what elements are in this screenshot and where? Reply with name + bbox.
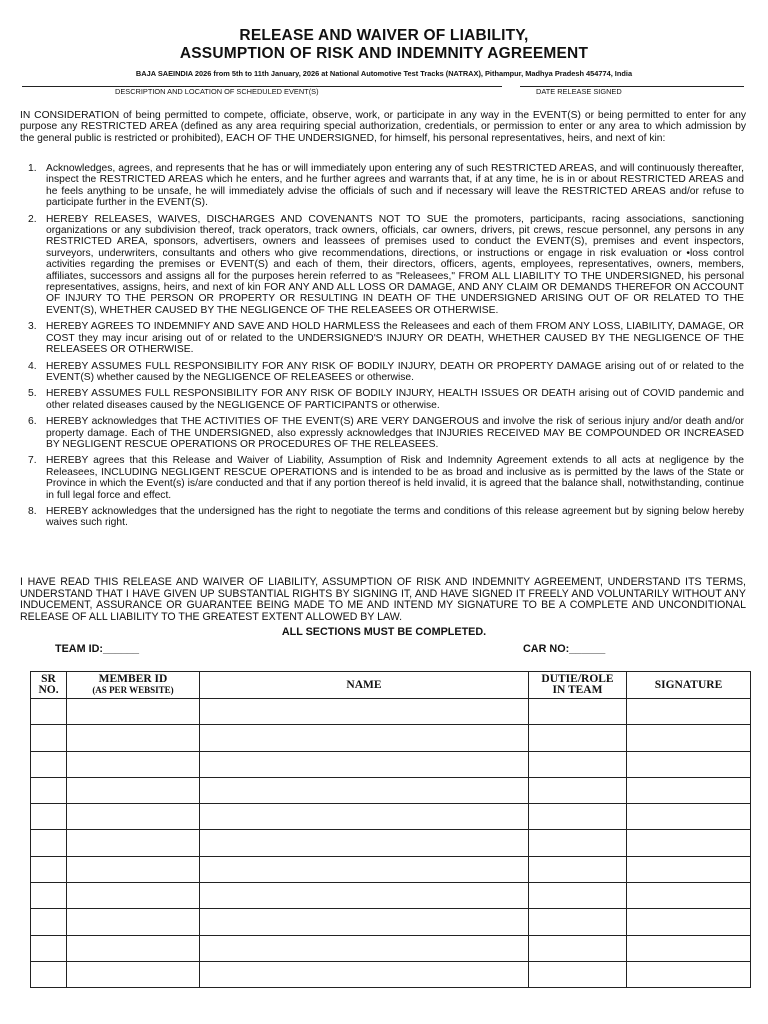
sr-no-cell[interactable] bbox=[31, 883, 67, 909]
clause-text: HEREBY acknowledges that THE ACTIVITIES OF THE EVENT(S) ARE VERY DANGEROUS and involve the risk of serious injury and/or death and/or property damage. Each of THE UNDERSIGNED, also expressly acknowledges that INJURIES RECEIVED MAY BE COMPOUNDED OR INCREASED BY NEGLIGENT RESCUE OPERATIONS OR PROCEDURES OF THE RELEASEES. bbox=[46, 416, 744, 450]
member-id-cell[interactable] bbox=[67, 751, 200, 777]
table-row bbox=[31, 883, 751, 909]
name-cell[interactable] bbox=[200, 725, 529, 751]
event-description-caption: DESCRIPTION AND LOCATION OF SCHEDULED EVENT(S) bbox=[115, 87, 319, 96]
column-header-duty-role: DUTIE/ROLE IN TEAM bbox=[529, 672, 627, 699]
clause-number: 8. bbox=[28, 505, 37, 517]
name-cell[interactable] bbox=[200, 856, 529, 882]
table-row bbox=[31, 961, 751, 987]
table-row bbox=[31, 725, 751, 751]
signature-cell[interactable] bbox=[627, 856, 751, 882]
member-table bbox=[30, 671, 751, 988]
clause-7 bbox=[28, 455, 744, 501]
name-cell[interactable] bbox=[200, 699, 529, 725]
column-header-member-id: MEMBER ID (AS PER WEBSITE) bbox=[67, 672, 200, 699]
duty-role-cell[interactable] bbox=[529, 909, 627, 935]
member-id-cell[interactable] bbox=[67, 909, 200, 935]
member-id-cell[interactable] bbox=[67, 935, 200, 961]
consideration-paragraph: IN CONSIDERATION of being permitted to compete, officiate, observe, work, or participate in any way in the EVENT(S) or being permitted to enter for any purpose any RESTRICTED AREA (defined as any area requiring special authorization, credentials, or permission to enter or any area to which admission by the general public is restricted or prohibited), EACH OF THE UNDERSIGNED, for himself, his personal representatives, heirs, and next of kin: bbox=[20, 110, 746, 144]
clause-1 bbox=[28, 163, 744, 209]
sr-no-cell[interactable] bbox=[31, 830, 67, 856]
column-header-name: NAME bbox=[200, 672, 529, 699]
duty-role-cell[interactable] bbox=[529, 804, 627, 830]
name-cell[interactable] bbox=[200, 751, 529, 777]
signature-cell[interactable] bbox=[627, 909, 751, 935]
member-id-cell[interactable] bbox=[67, 856, 200, 882]
table-row bbox=[31, 751, 751, 777]
table-row bbox=[31, 777, 751, 803]
signature-cell[interactable] bbox=[627, 830, 751, 856]
sr-no-cell[interactable] bbox=[31, 961, 67, 987]
sr-no-cell[interactable] bbox=[31, 935, 67, 961]
clause-text: Acknowledges, agrees, and represents that he has or will immediately upon entering any of such RESTRICTED AREAS, and will continuously thereafter, inspect the RESTRICTED AREAS which he enters, and he further agrees and warrants that, if at any time, he is in or about RESTRICTED AREAS and he feels anything to be unsafe, he will immediately advise the officials of such and if necessary will leave the RESTRICTED AREAS and/or refuse to participate further in the EVENT(S). bbox=[46, 163, 744, 209]
clause-number: 3. bbox=[28, 321, 37, 333]
duty-role-cell[interactable] bbox=[529, 699, 627, 725]
table-row bbox=[31, 699, 751, 725]
duty-role-cell[interactable] bbox=[529, 725, 627, 751]
team-id-field[interactable]: TEAM ID:______ bbox=[55, 643, 140, 655]
name-cell[interactable] bbox=[200, 961, 529, 987]
member-id-cell[interactable] bbox=[67, 804, 200, 830]
sr-no-cell[interactable] bbox=[31, 777, 67, 803]
signature-cell[interactable] bbox=[627, 883, 751, 909]
clause-number: 4. bbox=[28, 360, 37, 372]
signature-cell[interactable] bbox=[627, 935, 751, 961]
clause-8 bbox=[28, 505, 744, 529]
duty-role-cell[interactable] bbox=[529, 830, 627, 856]
name-cell[interactable] bbox=[200, 935, 529, 961]
clause-number: 6. bbox=[28, 416, 37, 428]
duty-role-cell[interactable] bbox=[529, 961, 627, 987]
clause-text: HEREBY ASSUMES FULL RESPONSIBILITY FOR ANY RISK OF BODILY INJURY, DEATH OR PROPERTY DAMAGE arising out of or related to the EVENT(S) whether caused by the NEGLIGENCE OF RELEASEES or otherwise. bbox=[46, 360, 744, 383]
signature-cell[interactable] bbox=[627, 777, 751, 803]
acknowledgement-paragraph: I HAVE READ THIS RELEASE AND WAIVER OF LIABILITY, ASSUMPTION OF RISK AND INDEMNITY AGREEMENT, UNDERSTAND ITS TERMS, UNDERSTAND THAT I HAVE GIVEN UP SUBSTANTIAL RIGHTS BY SIGNING IT, AND HAVE SIGNED IT FREELY AND VOLUNTARILY WITHOUT ANY INDUCEMENT, ASSURANCE OR GUARANTEE BEING MADE TO ME AND INTEND MY SIGNATURE TO BE A COMPLETE AND UNCONDITIONAL RELEASE OF ALL LIABILITY TO THE GREATEST EXTENT ALLOWED BY LAW. bbox=[20, 576, 746, 623]
name-cell[interactable] bbox=[200, 777, 529, 803]
member-id-cell[interactable] bbox=[67, 830, 200, 856]
clause-number: 7. bbox=[28, 455, 37, 467]
table-row bbox=[31, 935, 751, 961]
column-header-signature: SIGNATURE bbox=[627, 672, 751, 699]
table-row bbox=[31, 804, 751, 830]
document-title-line2: ASSUMPTION OF RISK AND INDEMNITY AGREEMENT bbox=[179, 45, 589, 62]
clause-text: HEREBY agrees that this Release and Waiver of Liability, Assumption of Risk and Indemnity Agreement extends to all acts at negligence by the Releasees, INCLUDING NEGLIGENT RESCUE OPERATIONS and is intended to be as broad and inclusive as is permitted by the laws of the State or Province in which the Event(s) is/are conducted and that if any portion thereof is held invalid, it is agreed that the balance shall, notwithstanding, continue in full legal force and effect. bbox=[46, 455, 744, 501]
clause-list bbox=[28, 163, 744, 534]
date-signed-caption: DATE RELEASE SIGNED bbox=[536, 87, 622, 96]
clause-5 bbox=[28, 388, 744, 411]
signature-cell[interactable] bbox=[627, 699, 751, 725]
signature-cell[interactable] bbox=[627, 725, 751, 751]
duty-role-cell[interactable] bbox=[529, 935, 627, 961]
name-cell[interactable] bbox=[200, 909, 529, 935]
clause-6 bbox=[28, 416, 744, 450]
sr-no-cell[interactable] bbox=[31, 804, 67, 830]
clause-text: HEREBY acknowledges that the undersigned has the right to negotiate the terms and conditions of this release agreement but by signing below hereby waives such right. bbox=[46, 505, 744, 529]
document-title-line1: RELEASE AND WAIVER OF LIABILITY, bbox=[239, 27, 529, 44]
name-cell[interactable] bbox=[200, 883, 529, 909]
clause-text: HEREBY AGREES TO INDEMNIFY AND SAVE AND HOLD HARMLESS the Releasees and each of them FROM ANY LOSS, LIABILITY, DAMAGE, OR COST they may incur arising out of or related to the UNDERSIGNED'S INJURY OR DEATH, WHETHER CAUSED BY THE NEGLIGENCE OF THE RELEASEES OR OTHERWISE. bbox=[46, 321, 744, 356]
duty-role-cell[interactable] bbox=[529, 751, 627, 777]
table-header-row bbox=[31, 672, 751, 699]
column-header-sr-no: SR NO. bbox=[31, 672, 67, 699]
event-details: BAJA SAEINDIA 2026 from 5th to 11th January, 2026 at National Automotive Test Tracks (NATRAX), Pithampur, Madhya Pradesh 454774, India bbox=[135, 69, 633, 78]
duty-role-cell[interactable] bbox=[529, 883, 627, 909]
sr-no-cell[interactable] bbox=[31, 699, 67, 725]
sr-no-cell[interactable] bbox=[31, 725, 67, 751]
duty-role-cell[interactable] bbox=[529, 856, 627, 882]
member-id-cell[interactable] bbox=[67, 883, 200, 909]
member-id-cell[interactable] bbox=[67, 699, 200, 725]
car-no-field[interactable]: CAR NO:______ bbox=[523, 643, 606, 655]
clause-number: 2. bbox=[28, 213, 37, 225]
table-row bbox=[31, 830, 751, 856]
clause-3 bbox=[28, 321, 744, 356]
name-cell[interactable] bbox=[200, 804, 529, 830]
table-row bbox=[31, 909, 751, 935]
signature-cell[interactable] bbox=[627, 961, 751, 987]
signature-cell[interactable] bbox=[627, 804, 751, 830]
member-id-cell[interactable] bbox=[67, 777, 200, 803]
sr-no-cell[interactable] bbox=[31, 751, 67, 777]
clause-2 bbox=[28, 213, 744, 317]
sr-no-cell[interactable] bbox=[31, 909, 67, 935]
clause-text: HEREBY RELEASES, WAIVES, DISCHARGES AND COVENANTS NOT TO SUE the promoters, participants, racing associations, sanctioning organizations or any subdivision thereof, track operators, track owners, officials, car owners, drivers, pit crews, rescue personnel, any persons in any RESTRICTED AREA, sponsors, advertisers, owners and leassees of premises used to conduct the EVENT(S), premises and event inspectors, surveyors, underwriters, consultants and others who give recommendations, directions, or instructions or engage in risk evaluation or •loss control activities regarding the premises or EVENT(S) and each of them, their directors, officers, agents, employees, representatives, owners, members, affiliates, successors and assigns all for the purposes herein referred to as "Releasees," FROM ALL LIABILITY TO THE UNDERSIGNED, his personal representatives, assigns, heirs, and next of kin FOR ANY AND ALL LOSS OR DAMAGE, AND ANY CLAIM OR DEMANDS THEREFOR ON ACCOUNT OF INJURY TO THE PERSON OR PROPERTY OR RESULTING IN DEATH OF THE UNDERSIGNED ARISING OUT OF OR RELATED TO THE EVENT(S), WHETHER CAUSED BY THE NEGLIGENCE OF THE RELEASEES OR OTHERWISE. bbox=[46, 213, 744, 316]
member-id-cell[interactable] bbox=[67, 725, 200, 751]
member-id-cell[interactable] bbox=[67, 961, 200, 987]
table-row bbox=[31, 856, 751, 882]
clause-4 bbox=[28, 360, 744, 384]
clause-number: 1. bbox=[28, 163, 37, 174]
all-sections-notice: ALL SECTIONS MUST BE COMPLETED. bbox=[281, 626, 487, 638]
sr-no-cell[interactable] bbox=[31, 856, 67, 882]
name-cell[interactable] bbox=[200, 830, 529, 856]
clause-number: 5. bbox=[28, 388, 37, 400]
duty-role-cell[interactable] bbox=[529, 777, 627, 803]
signature-cell[interactable] bbox=[627, 751, 751, 777]
clause-text: HEREBY ASSUMES FULL RESPONSIBILITY FOR ANY RISK OF BODILY INJURY, HEALTH ISSUES OR DEATH arising out of COVID pandemic and other related diseases caused by the NEGLIGENCE OF PARTICIPANTS or otherwise. bbox=[46, 388, 744, 411]
